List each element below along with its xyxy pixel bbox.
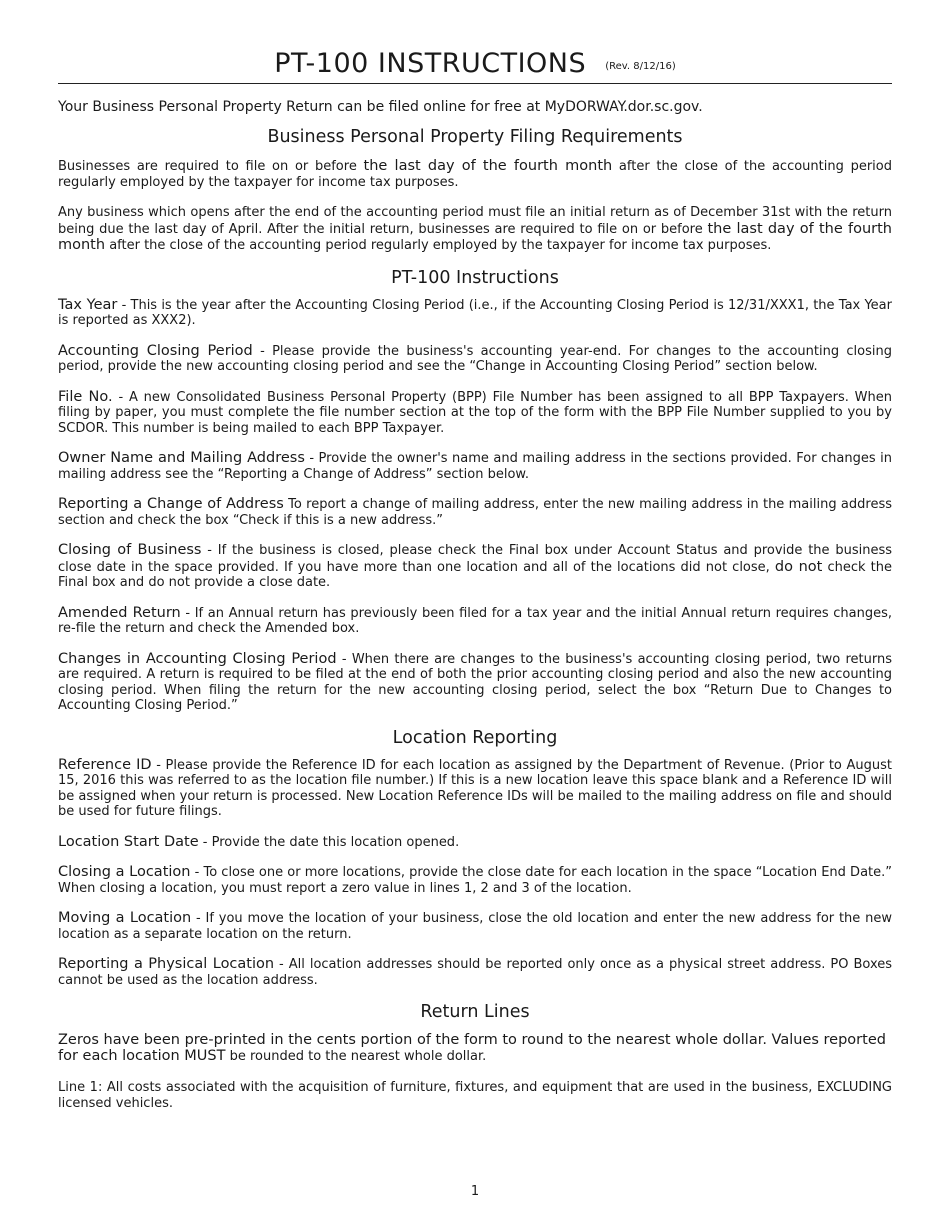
page-number: 1 — [470, 1184, 480, 1199]
location-start-date-item: Location Start Date - Provide the date this location opened. — [58, 833, 460, 850]
change-of-address-item: Reporting a Change of Address To report a change of mailing address, enter the new mailing address in the mailing address section and check the box “Check if this is a new address.” — [58, 496, 892, 528]
filing-requirements-section — [58, 126, 892, 254]
page-title: PT-100 INSTRUCTIONS — [274, 48, 587, 79]
file-no-item: File No. - A new Consolidated Business Personal Property (BPP) File Number has been assigned to all BPP Taxpayers. When filing by paper, you must complete the file number section at the top of the form with the BPP File Number supplied to you by SCDOR. This number is being mailed to each BPP Taxpayer. — [58, 388, 892, 436]
pt100-instructions-heading: PT-100 Instructions — [391, 267, 559, 288]
line-1-description: Line 1: All costs associated with the acquisition of furniture, fixtures, and equipment that are used in the business, EXCLUDING licensed vehicles. — [58, 1080, 892, 1111]
tax-year-item: Tax Year - This is the year after the Accounting Closing Period (i.e., if the Accounting Closing Period is 12/31/XXX1, the Tax Year is reported as XXX2). — [58, 296, 892, 328]
revision-date: (Rev. 8/12/16) — [605, 61, 676, 72]
filing-requirements-paragraph-2: Any business which opens after the end of the accounting period must file an initial return as of December 31st with the return being due the last day of April. After the initial return, businesses are required to file on or before the last day of the fourth month after the close of the accounting period regularly employed by the taxpayer for income tax purposes. — [58, 205, 892, 253]
owner-name-address-item: Owner Name and Mailing Address - Provide the owner's name and mailing address in the sections provided. For changes in mailing address see the “Reporting a Change of Address” section below. — [58, 450, 892, 482]
closing-location-item: Closing a Location - To close one or more locations, provide the close date for each location in the space “Location End Date.” When closing a location, you must report a zero value in lines 1, 2 and 3 of the location. — [58, 864, 892, 896]
return-lines-heading: Return Lines — [420, 1002, 530, 1022]
closing-of-business-item: Closing of Business - If the business is closed, please check the Final box under Account Status and provide the business close date in the space provided. If you have more than one location and all of the locations did not close, do not check the Final box and do not provide a close date. — [58, 542, 892, 590]
title-row — [58, 48, 892, 84]
location-reporting-heading: Location Reporting — [392, 727, 558, 748]
filing-requirements-paragraph-1: Businesses are required to file on or before the last day of the fourth month after the close of the accounting period regularly employed by the taxpayer for income tax purposes. — [58, 158, 892, 190]
filing-requirements-heading: Business Personal Property Filing Requirements — [267, 127, 683, 147]
intro-text: Your Business Personal Property Return can be filed online for free at MyDORWAY.dor.sc.gov. — [58, 99, 703, 115]
document-page — [58, 48, 892, 1111]
reference-id-item: Reference ID - Please provide the Reference ID for each location as assigned by the Department of Revenue. (Prior to August 15, 2016 this was referred to as the location file number.) If this is a new location leave this space blank and a Reference ID will be assigned when your return is processed. New Location Reference IDs will be mailed to the mailing address on file and should be used for future filings. — [58, 756, 892, 819]
changes-accounting-period-item: Changes in Accounting Closing Period - When there are changes to the business's accounting closing period, two returns are required. A return is required to be filed at the end of both the prior accounting closing period and also the new accounting closing period. When filing the return for the new accounting closing period, select the box “Return Due to Changes to Accounting Closing Period.” — [58, 650, 892, 713]
accounting-closing-period-item: Accounting Closing Period - Please provide the business's accounting year-end. For changes to the accounting closing period, provide the new accounting closing period and see the “Change in Accounting Closing Period” section below. — [58, 342, 892, 374]
physical-location-item: Reporting a Physical Location - All location addresses should be reported only once as a physical street address. PO Boxes cannot be used as the location address. — [58, 956, 893, 988]
amended-return-item: Amended Return - If an Annual return has previously been filed for a tax year and the initial Annual return requires changes, re-file the return and check the Amended box. — [58, 604, 892, 636]
moving-location-item: Moving a Location - If you move the location of your business, close the old location and enter the new address for the new location as a separate location on the return. — [58, 910, 892, 942]
zeros-rounding-note: Zeros have been pre-printed in the cents portion of the form to round to the nearest whole dollar. Values reported for each location MUST be rounded to the nearest whole dollar. — [58, 1032, 886, 1064]
